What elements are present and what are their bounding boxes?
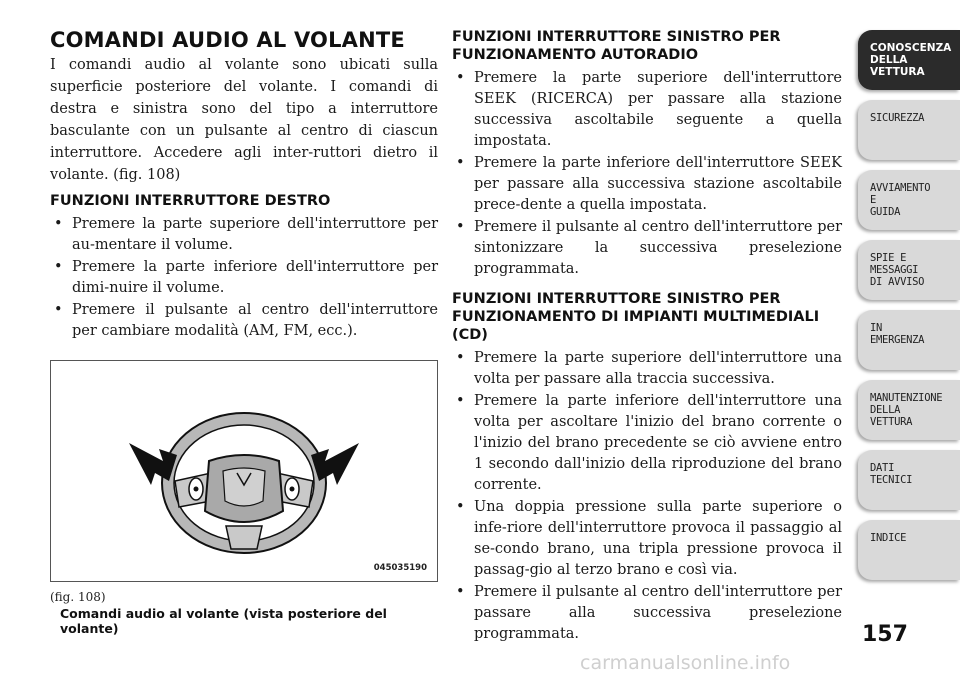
list-item: • Premere la parte superiore dell'interruttore per au-mentare il volume. bbox=[50, 214, 438, 256]
tab-conoscenza-della-vettura[interactable] bbox=[858, 30, 960, 90]
section-tabs bbox=[858, 30, 960, 590]
list-item: • Premere il pulsante al centro dell'interruttore per sintonizzare la successiva preselezione programmata. bbox=[452, 217, 842, 280]
page-title: COMANDI AUDIO AL VOLANTE bbox=[50, 28, 405, 52]
tab-label: SPIE E MESSAGGI DI AVVISO bbox=[870, 252, 925, 288]
list-item: • Premere la parte superiore dell'interruttore una volta per passare alla traccia successiva. bbox=[452, 348, 842, 390]
right-switch-list bbox=[50, 214, 438, 342]
tab-label: CONOSCENZA DELLA VETTURA bbox=[870, 42, 952, 78]
list-item: • Una doppia pressione sulla parte superiore o infe-riore dell'interruttore provoca il passaggio al se-condo brano, una tripla pressione provoca il passag-gio al terzo brano e così via. bbox=[452, 497, 842, 581]
list-item: • Premere la parte superiore dell'interruttore SEEK (RICERCA) per passare alla stazione successiva ascoltabile seguente a quella impostata. bbox=[452, 68, 842, 152]
intro-paragraph: I comandi audio al volante sono ubicati sulla superficie posteriore del volante. I comandi di destra e sinistra sono del tipo a interruttore basculante con un pulsante al centro di ciascun interruttore. Accedere agli inter-ruttori dietro il volante. (fig. 108) bbox=[50, 57, 438, 183]
tab-manutenzione[interactable] bbox=[858, 380, 960, 440]
left-radio-list bbox=[452, 68, 842, 280]
tab-avviamento-e-guida[interactable] bbox=[858, 170, 960, 230]
page-number: 157 bbox=[862, 622, 908, 647]
left-media-heading: FUNZIONI INTERRUTTORE SINISTRO PER FUNZIONAMENTO DI IMPIANTI MULTIMEDIALI (CD) bbox=[452, 291, 820, 343]
left-radio-heading: FUNZIONI INTERRUTTORE SINISTRO PER FUNZIONAMENTO AUTORADIO bbox=[452, 29, 781, 63]
figure-code: 045035190 bbox=[373, 563, 427, 573]
tab-dati-tecnici[interactable] bbox=[858, 450, 960, 510]
tab-label: MANUTENZIONE DELLA VETTURA bbox=[870, 392, 943, 428]
right-column bbox=[452, 28, 842, 655]
list-item: • Premere la parte inferiore dell'interruttore una volta per ascoltare l'inizio del brano corrente o l'inizio del brano precedente se ciò avviene entro 1 secondo dall'inizio della riproduzione del brano corrente. bbox=[452, 391, 842, 496]
list-item: • Premere la parte inferiore dell'interruttore per dimi-nuire il volume. bbox=[50, 257, 438, 299]
figure-caption: Comandi audio al volante (vista posteriore del volante) bbox=[60, 606, 387, 636]
left-media-list bbox=[452, 348, 842, 645]
list-item: • Premere la parte inferiore dell'interruttore SEEK per passare alla successiva stazione ascoltabile prece-dente a quella impostata. bbox=[452, 153, 842, 216]
tab-sicurezza[interactable] bbox=[858, 100, 960, 160]
tab-label: DATI TECNICI bbox=[870, 462, 913, 486]
list-item: • Premere il pulsante al centro dell'interruttore per passare alla successiva preselezione programmata. bbox=[452, 582, 842, 645]
tab-label: INDICE bbox=[870, 532, 907, 544]
right-switch-heading: FUNZIONI INTERRUTTORE DESTRO bbox=[50, 193, 331, 209]
left-column bbox=[50, 28, 438, 352]
tab-label: IN EMERGENZA bbox=[870, 322, 925, 346]
list-item: • Premere il pulsante al centro dell'interruttore per cambiare modalità (AM, FM, ecc.). bbox=[50, 300, 438, 342]
figure-reference: (fig. 108) bbox=[50, 590, 106, 604]
steering-wheel-illustration bbox=[51, 361, 437, 581]
tab-spie-e-messaggi[interactable] bbox=[858, 240, 960, 300]
watermark: carmanualsonline.info bbox=[580, 652, 791, 674]
tab-label: AVVIAMENTO E GUIDA bbox=[870, 182, 931, 218]
steering-wheel-figure bbox=[50, 360, 438, 582]
tab-label: SICUREZZA bbox=[870, 112, 925, 124]
tab-in-emergenza[interactable] bbox=[858, 310, 960, 370]
tab-indice[interactable] bbox=[858, 520, 960, 580]
